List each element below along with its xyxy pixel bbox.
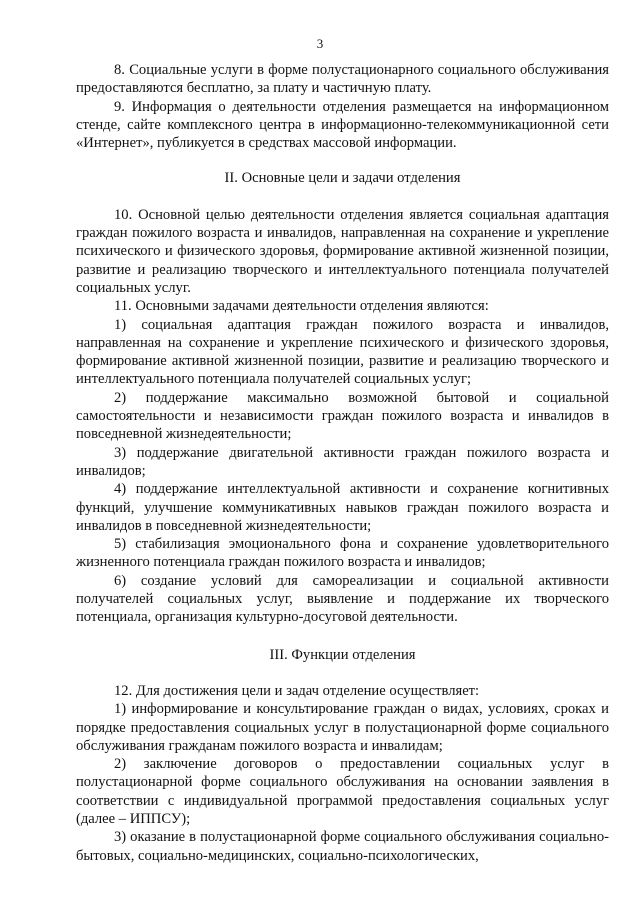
paragraph-9: 9. Информация о деятельности отделения размещается на информационном стенде, сайте комплексного центра в информационно-телекоммуникационной сети «Интернет», публикуется в средствах массовой информации. — [76, 98, 609, 152]
paragraph-11: 11. Основными задачами деятельности отделения являются: — [114, 298, 489, 315]
paragraph-12: 12. Для достижения цели и задач отделение осуществляет: — [114, 682, 480, 699]
paragraph-10: 10. Основной целью деятельности отделения является социальная адаптация граждан пожилого возраста и инвалидов, направленная на сохранение и укрепление психического и физического здоровья, формирование активной жизненной позиции, развитие и реализацию творческого и интеллектуального потенциала получателей социальных услуг. — [76, 206, 609, 296]
list-item-11-5: 5) стабилизация эмоционального фона и сохранение удовлетворительного жизненного потенциала граждан пожилого возраста и инвалидов; — [76, 536, 609, 571]
list-item-11-3: 3) поддержание двигательной активности граждан пожилого возраста и инвалидов; — [76, 444, 609, 479]
list-item-11-4: 4) поддержание интеллектуальной активности и сохранение когнитивных функций, улучшение коммуникативных навыков граждан пожилого возраста и инвалидов в повседневной жизнедеятельности; — [76, 481, 609, 534]
list-item-12-2: 2) заключение договоров о предоставлении социальных услуг в полустационарной форме социального обслуживания на основании заявления в соответствии с индивидуальной программой предоставления социальных услуг (далее – ИППСУ); — [76, 756, 609, 827]
list-item-12-1: 1) информирование и консультирование граждан о видах, условиях, сроках и порядке предоставления социальных услуг в полустационарной форме социального обслуживания гражданам пожилого возраста и инвалидам; — [76, 701, 609, 754]
section-heading-goals: II. Основные цели и задачи отделения — [224, 170, 461, 187]
list-item-12-3: 3) оказание в полустационарной форме социального обслуживания социально-бытовых, социально-медицинских, социально-психологических, — [76, 829, 609, 864]
list-item-11-1: 1) социальная адаптация граждан пожилого возраста и инвалидов, направленная на сохранение и укрепление психического и физического здоровья, формирование активной жизненной позиции, развитие и реализацию творческого и интеллектуального потенциала получателей социальных услуг; — [76, 316, 609, 388]
list-item-11-6: 6) создание условий для самореализации и социальной активности получателей социальных услуг, выявление и поддержание их творческого потенциала, организация культурно-досуговой деятельности. — [76, 572, 609, 626]
section-heading-functions: III. Функции отделения — [269, 646, 416, 663]
list-item-11-2: 2) поддержание максимально возможной бытовой и социальной самостоятельности и независимости граждан пожилого возраста и инвалидов в повседневной жизнедеятельности; — [76, 389, 609, 443]
page-number: 3 — [316, 36, 324, 51]
document-body — [76, 61, 609, 865]
paragraph-8: 8. Социальные услуги в форме полустационарного социального обслуживания предоставляются бесплатно, за плату и частичную плату. — [76, 62, 609, 97]
